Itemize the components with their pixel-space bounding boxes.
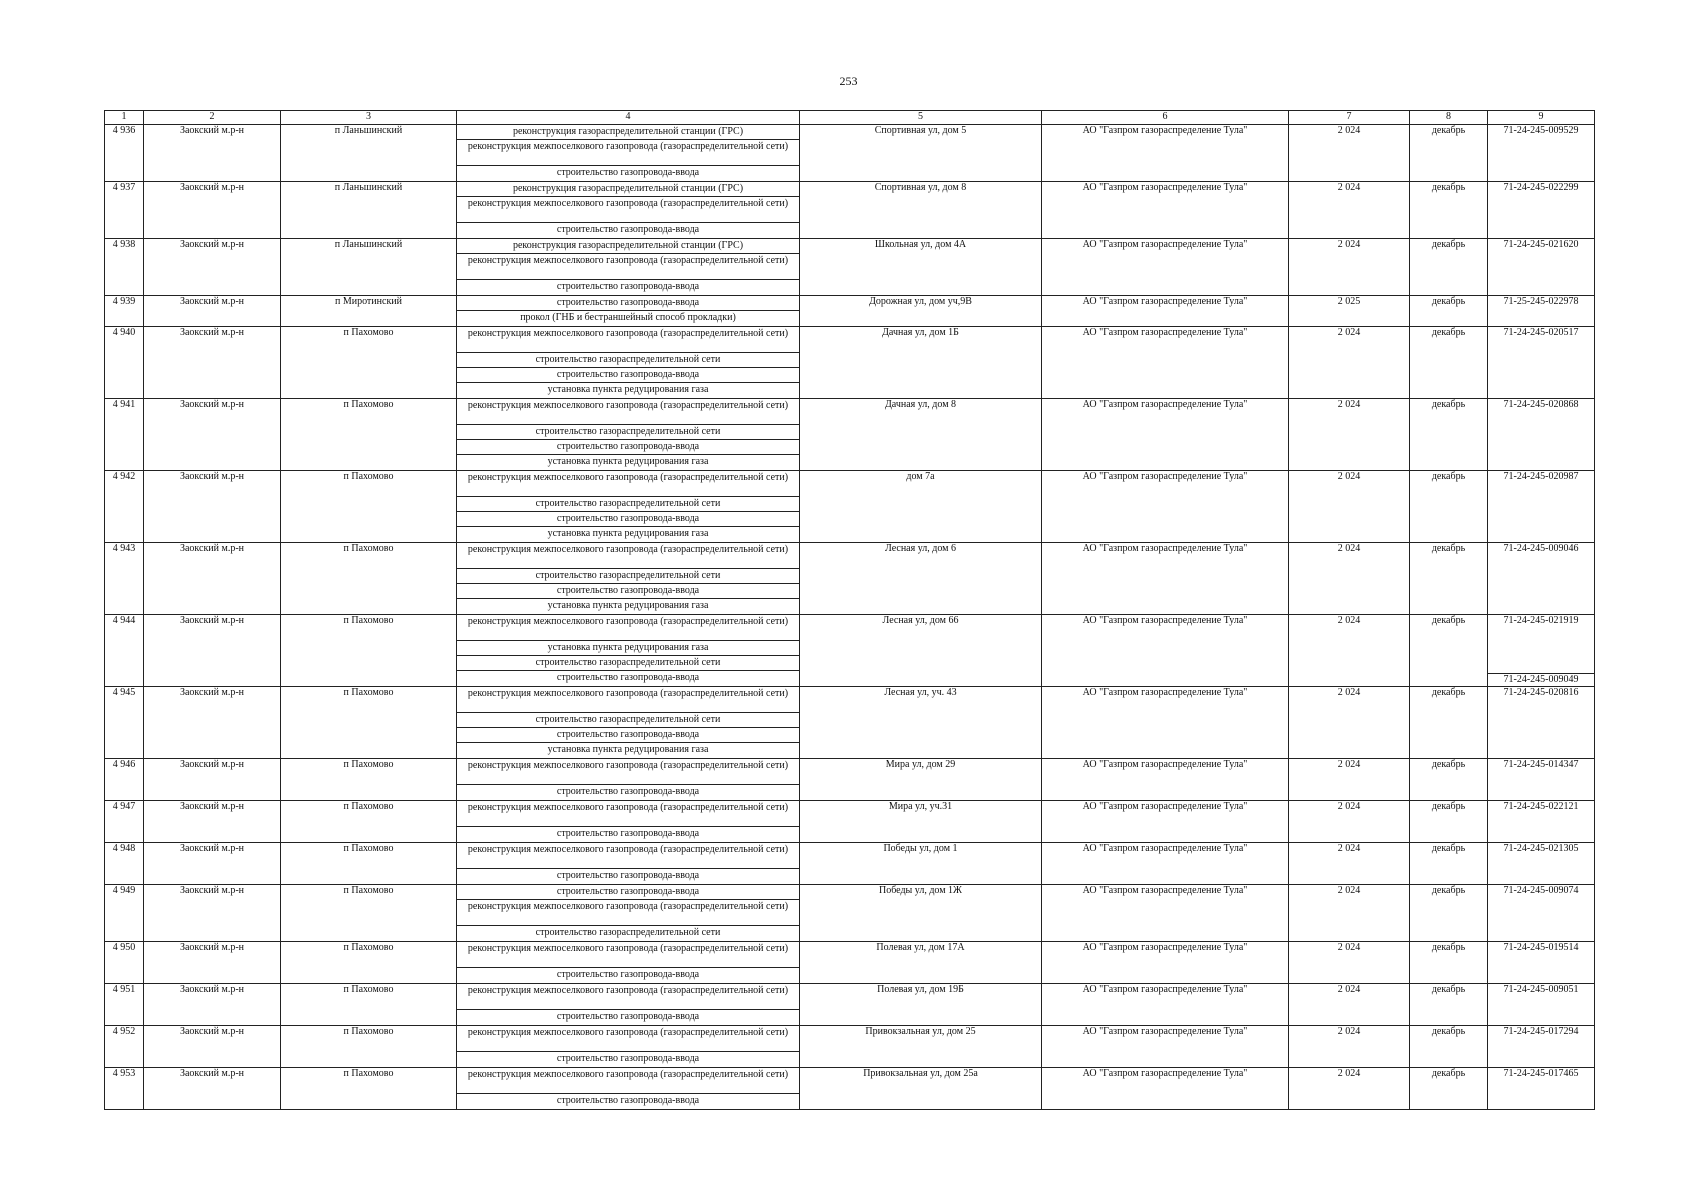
month-cell: декабрь: [1410, 399, 1488, 471]
table-row: [105, 1068, 1595, 1110]
address-cell: Мира ул, дом 29: [800, 759, 1042, 801]
object-code: 71-24-245-017465: [1503, 1068, 1579, 1079]
work-item: строительство газопровода-ввода: [556, 672, 700, 683]
object-code: 71-24-245-020987: [1503, 471, 1579, 482]
works-cell: [457, 687, 800, 759]
table-row: [105, 801, 1595, 843]
year-cell: 2 024: [1289, 543, 1410, 615]
row-number-cell: 4 940: [105, 327, 144, 399]
row-number-cell: 4 946: [105, 759, 144, 801]
year-cell: 2 024: [1289, 615, 1410, 687]
work-item: строительство газопровода-ввода: [556, 870, 700, 881]
operator-cell: АО "Газпром газораспределение Тула": [1042, 182, 1289, 239]
work-item: реконструкция газораспределительной станции (ГРС): [457, 182, 799, 197]
settlement-cell: п Пахомово: [281, 327, 457, 399]
object-code: 71-24-245-009049: [1488, 673, 1594, 686]
code-cell: [1488, 543, 1595, 615]
operator-cell: АО "Газпром газораспределение Тула": [1042, 615, 1289, 687]
address-cell: Мира ул, уч.31: [800, 801, 1042, 843]
work-item: строительство газопровода-ввода: [457, 368, 799, 383]
operator-cell: АО "Газпром газораспределение Тула": [1042, 239, 1289, 296]
works-cell: [457, 843, 800, 885]
year-cell: 2 024: [1289, 1068, 1410, 1110]
works-cell: [457, 1026, 800, 1068]
year-cell: 2 024: [1289, 327, 1410, 399]
work-item: реконструкция межпоселкового газопровода (газораспределительной сети): [457, 759, 799, 785]
works-cell: [457, 239, 800, 296]
code-cell: [1488, 296, 1595, 327]
district-cell: Заокский м.р-н: [144, 296, 281, 327]
code-cell: [1488, 471, 1595, 543]
object-code: 71-24-245-017294: [1503, 1026, 1579, 1037]
table-row: [105, 471, 1595, 543]
work-item: установка пункта редуцирования газа: [547, 384, 709, 395]
address-cell: Лесная ул, дом 6: [800, 543, 1042, 615]
work-item: строительство газораспределительной сети: [457, 425, 799, 440]
column-header: 8: [1410, 111, 1488, 125]
object-code: 71-24-245-014347: [1503, 759, 1579, 770]
table-row: [105, 125, 1595, 182]
works-cell: [457, 615, 800, 687]
work-item: реконструкция межпоселкового газопровода (газораспределительной сети): [457, 843, 799, 869]
month-cell: декабрь: [1410, 759, 1488, 801]
month-cell: декабрь: [1410, 239, 1488, 296]
object-code: 71-24-245-009046: [1503, 543, 1579, 554]
operator-cell: АО "Газпром газораспределение Тула": [1042, 801, 1289, 843]
year-cell: 2 024: [1289, 801, 1410, 843]
month-cell: декабрь: [1410, 125, 1488, 182]
year-cell: 2 024: [1289, 885, 1410, 942]
work-item: реконструкция межпоселкового газопровода (газораспределительной сети): [457, 140, 799, 166]
table-row: [105, 615, 1595, 687]
code-cell: [1488, 687, 1595, 759]
table-row: [105, 543, 1595, 615]
operator-cell: АО "Газпром газораспределение Тула": [1042, 843, 1289, 885]
month-cell: декабрь: [1410, 615, 1488, 687]
work-item: строительство газопровода-ввода: [457, 728, 799, 743]
work-item: строительство газопровода-ввода: [556, 1095, 700, 1106]
work-item: реконструкция межпоселкового газопровода (газораспределительной сети): [457, 1068, 799, 1094]
table-row: [105, 885, 1595, 942]
work-item: реконструкция межпоселкового газопровода (газораспределительной сети): [457, 801, 799, 827]
work-item: реконструкция межпоселкового газопровода (газораспределительной сети): [457, 399, 799, 425]
works-cell: [457, 942, 800, 984]
work-item: реконструкция межпоселкового газопровода (газораспределительной сети): [457, 615, 799, 641]
settlement-cell: п Миротинский: [281, 296, 457, 327]
settlement-cell: п Пахомово: [281, 801, 457, 843]
register-table: [104, 110, 1595, 1110]
settlement-cell: п Пахомово: [281, 615, 457, 687]
table-row: [105, 239, 1595, 296]
year-cell: 2 024: [1289, 239, 1410, 296]
work-item: реконструкция межпоселкового газопровода (газораспределительной сети): [457, 471, 799, 497]
operator-cell: АО "Газпром газораспределение Тула": [1042, 471, 1289, 543]
works-cell: [457, 885, 800, 942]
works-cell: [457, 543, 800, 615]
operator-cell: АО "Газпром газораспределение Тула": [1042, 885, 1289, 942]
object-code: 71-24-245-022121: [1503, 801, 1579, 812]
table-row: [105, 399, 1595, 471]
row-number-cell: 4 951: [105, 984, 144, 1026]
column-header: 1: [105, 111, 144, 125]
month-cell: декабрь: [1410, 885, 1488, 942]
settlement-cell: п Пахомово: [281, 543, 457, 615]
work-item: строительство газопровода-ввода: [457, 512, 799, 527]
works-cell: [457, 125, 800, 182]
address-cell: Привокзальная ул, дом 25а: [800, 1068, 1042, 1110]
work-item: строительство газораспределительной сети: [457, 656, 799, 671]
work-item: установка пункта редуцирования газа: [547, 456, 709, 467]
column-header: 3: [281, 111, 457, 125]
settlement-cell: п Ланьшинский: [281, 125, 457, 182]
work-item: реконструкция межпоселкового газопровода (газораспределительной сети): [457, 942, 799, 968]
code-cell: [1488, 1026, 1595, 1068]
works-cell: [457, 296, 800, 327]
table-row: [105, 1026, 1595, 1068]
district-cell: Заокский м.р-н: [144, 615, 281, 687]
year-cell: 2 024: [1289, 399, 1410, 471]
address-cell: Дачная ул, дом 1Б: [800, 327, 1042, 399]
month-cell: декабрь: [1410, 942, 1488, 984]
operator-cell: АО "Газпром газораспределение Тула": [1042, 942, 1289, 984]
work-item: строительство газораспределительной сети: [457, 569, 799, 584]
code-cell: [1488, 239, 1595, 296]
object-code: 71-24-245-009051: [1503, 984, 1579, 995]
code-cell: [1488, 615, 1595, 687]
object-code: 71-24-245-019514: [1503, 942, 1579, 953]
work-item: строительство газораспределительной сети: [535, 927, 721, 938]
work-item: строительство газопровода-ввода: [556, 167, 700, 178]
month-cell: декабрь: [1410, 1026, 1488, 1068]
month-cell: декабрь: [1410, 327, 1488, 399]
address-cell: Спортивная ул, дом 5: [800, 125, 1042, 182]
work-item: реконструкция газораспределительной станции (ГРС): [457, 239, 799, 254]
address-cell: Дачная ул, дом 8: [800, 399, 1042, 471]
object-code: 71-24-245-020816: [1503, 687, 1579, 698]
work-item: реконструкция межпоселкового газопровода (газораспределительной сети): [457, 900, 799, 926]
object-code: 71-24-245-009529: [1503, 125, 1579, 136]
month-cell: декабрь: [1410, 182, 1488, 239]
code-cell: [1488, 399, 1595, 471]
month-cell: декабрь: [1410, 801, 1488, 843]
work-item: установка пункта редуцирования газа: [547, 744, 709, 755]
row-number-cell: 4 947: [105, 801, 144, 843]
object-code: 71-25-245-022978: [1503, 296, 1579, 307]
work-item: реконструкция межпоселкового газопровода (газораспределительной сети): [457, 197, 799, 223]
code-cell: [1488, 942, 1595, 984]
table-row: [105, 327, 1595, 399]
work-item: строительство газопровода-ввода: [556, 786, 700, 797]
year-cell: 2 024: [1289, 182, 1410, 239]
district-cell: Заокский м.р-н: [144, 759, 281, 801]
year-cell: 2 024: [1289, 843, 1410, 885]
code-cell: [1488, 759, 1595, 801]
row-number-cell: 4 942: [105, 471, 144, 543]
work-item: строительство газопровода-ввода: [556, 1011, 700, 1022]
column-number-row: [105, 111, 1595, 125]
table-row: [105, 687, 1595, 759]
settlement-cell: п Пахомово: [281, 471, 457, 543]
address-cell: Полевая ул, дом 19Б: [800, 984, 1042, 1026]
object-code: 71-24-245-021620: [1503, 239, 1579, 250]
address-cell: Лесная ул, уч. 43: [800, 687, 1042, 759]
district-cell: Заокский м.р-н: [144, 399, 281, 471]
column-header: 9: [1488, 111, 1595, 125]
object-code: 71-24-245-020517: [1503, 327, 1579, 338]
operator-cell: АО "Газпром газораспределение Тула": [1042, 687, 1289, 759]
settlement-cell: п Пахомово: [281, 1068, 457, 1110]
code-cell: [1488, 182, 1595, 239]
month-cell: декабрь: [1410, 296, 1488, 327]
code-cell: [1488, 843, 1595, 885]
district-cell: Заокский м.р-н: [144, 984, 281, 1026]
works-cell: [457, 471, 800, 543]
code-cell: [1488, 1068, 1595, 1110]
work-item: строительство газораспределительной сети: [457, 713, 799, 728]
year-cell: 2 024: [1289, 687, 1410, 759]
district-cell: Заокский м.р-н: [144, 801, 281, 843]
works-cell: [457, 327, 800, 399]
address-cell: Дорожная ул, дом уч,9В: [800, 296, 1042, 327]
address-cell: Полевая ул, дом 17А: [800, 942, 1042, 984]
works-cell: [457, 182, 800, 239]
work-item: установка пункта редуцирования газа: [457, 641, 799, 656]
works-cell: [457, 984, 800, 1026]
year-cell: 2 024: [1289, 1026, 1410, 1068]
work-item: строительство газораспределительной сети: [457, 497, 799, 512]
work-item: строительство газопровода-ввода: [556, 1053, 700, 1064]
table-row: [105, 942, 1595, 984]
district-cell: Заокский м.р-н: [144, 1068, 281, 1110]
work-item: строительство газопровода-ввода: [457, 584, 799, 599]
table-row: [105, 182, 1595, 239]
code-cell: [1488, 801, 1595, 843]
works-cell: [457, 399, 800, 471]
work-item: реконструкция межпоселкового газопровода (газораспределительной сети): [457, 254, 799, 280]
settlement-cell: п Пахомово: [281, 687, 457, 759]
district-cell: Заокский м.р-н: [144, 687, 281, 759]
settlement-cell: п Пахомово: [281, 399, 457, 471]
month-cell: декабрь: [1410, 543, 1488, 615]
row-number-cell: 4 939: [105, 296, 144, 327]
work-item: реконструкция межпоселкового газопровода (газораспределительной сети): [457, 984, 799, 1010]
table-body: [105, 111, 1595, 1110]
work-item: реконструкция межпоселкового газопровода (газораспределительной сети): [457, 543, 799, 569]
settlement-cell: п Ланьшинский: [281, 182, 457, 239]
row-number-cell: 4 945: [105, 687, 144, 759]
table-row: [105, 296, 1595, 327]
settlement-cell: п Ланьшинский: [281, 239, 457, 296]
work-item: строительство газопровода-ввода: [556, 224, 700, 235]
page-number: 253: [839, 74, 858, 88]
operator-cell: АО "Газпром газораспределение Тула": [1042, 759, 1289, 801]
address-cell: дом 7а: [800, 471, 1042, 543]
object-code: 71-24-245-009074: [1503, 885, 1579, 896]
year-cell: 2 025: [1289, 296, 1410, 327]
operator-cell: АО "Газпром газораспределение Тула": [1042, 125, 1289, 182]
work-item: прокол (ГНБ и бестраншейный способ прокладки): [520, 312, 736, 323]
operator-cell: АО "Газпром газораспределение Тула": [1042, 543, 1289, 615]
object-code: 71-24-245-021305: [1503, 843, 1579, 854]
code-cell: [1488, 327, 1595, 399]
work-item: реконструкция межпоселкового газопровода (газораспределительной сети): [457, 1026, 799, 1052]
settlement-cell: п Пахомово: [281, 942, 457, 984]
work-item: строительство газопровода-ввода: [457, 296, 799, 311]
row-number-cell: 4 952: [105, 1026, 144, 1068]
address-cell: Привокзальная ул, дом 25: [800, 1026, 1042, 1068]
district-cell: Заокский м.р-н: [144, 327, 281, 399]
object-code: 71-24-245-022299: [1503, 182, 1579, 193]
district-cell: Заокский м.р-н: [144, 182, 281, 239]
code-cell: [1488, 125, 1595, 182]
table-row: [105, 759, 1595, 801]
row-number-cell: 4 937: [105, 182, 144, 239]
month-cell: декабрь: [1410, 984, 1488, 1026]
district-cell: Заокский м.р-н: [144, 239, 281, 296]
row-number-cell: 4 941: [105, 399, 144, 471]
year-cell: 2 024: [1289, 471, 1410, 543]
object-code: 71-24-245-020868: [1503, 399, 1579, 410]
settlement-cell: п Пахомово: [281, 984, 457, 1026]
table-row: [105, 843, 1595, 885]
district-cell: Заокский м.р-н: [144, 1026, 281, 1068]
work-item: реконструкция газораспределительной станции (ГРС): [457, 125, 799, 140]
table-row: [105, 984, 1595, 1026]
year-cell: 2 024: [1289, 984, 1410, 1026]
district-cell: Заокский м.р-н: [144, 843, 281, 885]
column-header: 5: [800, 111, 1042, 125]
month-cell: декабрь: [1410, 1068, 1488, 1110]
work-item: установка пункта редуцирования газа: [547, 528, 709, 539]
year-cell: 2 024: [1289, 125, 1410, 182]
row-number-cell: 4 953: [105, 1068, 144, 1110]
year-cell: 2 024: [1289, 759, 1410, 801]
works-cell: [457, 1068, 800, 1110]
month-cell: декабрь: [1410, 471, 1488, 543]
address-cell: Победы ул, дом 1Ж: [800, 885, 1042, 942]
settlement-cell: п Пахомово: [281, 759, 457, 801]
address-cell: Спортивная ул, дом 8: [800, 182, 1042, 239]
work-item: строительство газопровода-ввода: [556, 281, 700, 292]
work-item: строительство газопровода-ввода: [556, 969, 700, 980]
work-item: строительство газопровода-ввода: [457, 885, 799, 900]
address-cell: Школьная ул, дом 4А: [800, 239, 1042, 296]
year-cell: 2 024: [1289, 942, 1410, 984]
work-item: строительство газопровода-ввода: [457, 440, 799, 455]
row-number-cell: 4 950: [105, 942, 144, 984]
settlement-cell: п Пахомово: [281, 1026, 457, 1068]
district-cell: Заокский м.р-н: [144, 543, 281, 615]
work-item: реконструкция межпоселкового газопровода (газораспределительной сети): [457, 687, 799, 713]
operator-cell: АО "Газпром газораспределение Тула": [1042, 327, 1289, 399]
operator-cell: АО "Газпром газораспределение Тула": [1042, 296, 1289, 327]
work-item: установка пункта редуцирования газа: [547, 600, 709, 611]
column-header: 6: [1042, 111, 1289, 125]
settlement-cell: п Пахомово: [281, 885, 457, 942]
code-cell: [1488, 984, 1595, 1026]
works-cell: [457, 801, 800, 843]
settlement-cell: п Пахомово: [281, 843, 457, 885]
district-cell: Заокский м.р-н: [144, 125, 281, 182]
address-cell: Победы ул, дом 1: [800, 843, 1042, 885]
code-cell: [1488, 885, 1595, 942]
operator-cell: АО "Газпром газораспределение Тула": [1042, 399, 1289, 471]
row-number-cell: 4 949: [105, 885, 144, 942]
district-cell: Заокский м.р-н: [144, 885, 281, 942]
row-number-cell: 4 938: [105, 239, 144, 296]
object-code: 71-24-245-021919: [1503, 615, 1579, 626]
row-number-cell: 4 943: [105, 543, 144, 615]
address-cell: Лесная ул, дом 66: [800, 615, 1042, 687]
work-item: реконструкция межпоселкового газопровода (газораспределительной сети): [457, 327, 799, 353]
column-header: 2: [144, 111, 281, 125]
district-cell: Заокский м.р-н: [144, 942, 281, 984]
works-cell: [457, 759, 800, 801]
row-number-cell: 4 936: [105, 125, 144, 182]
district-cell: Заокский м.р-н: [144, 471, 281, 543]
operator-cell: АО "Газпром газораспределение Тула": [1042, 1068, 1289, 1110]
column-header: 7: [1289, 111, 1410, 125]
row-number-cell: 4 948: [105, 843, 144, 885]
operator-cell: АО "Газпром газораспределение Тула": [1042, 1026, 1289, 1068]
month-cell: декабрь: [1410, 843, 1488, 885]
work-item: строительство газораспределительной сети: [457, 353, 799, 368]
operator-cell: АО "Газпром газораспределение Тула": [1042, 984, 1289, 1026]
work-item: строительство газопровода-ввода: [556, 828, 700, 839]
row-number-cell: 4 944: [105, 615, 144, 687]
column-header: 4: [457, 111, 800, 125]
month-cell: декабрь: [1410, 687, 1488, 759]
